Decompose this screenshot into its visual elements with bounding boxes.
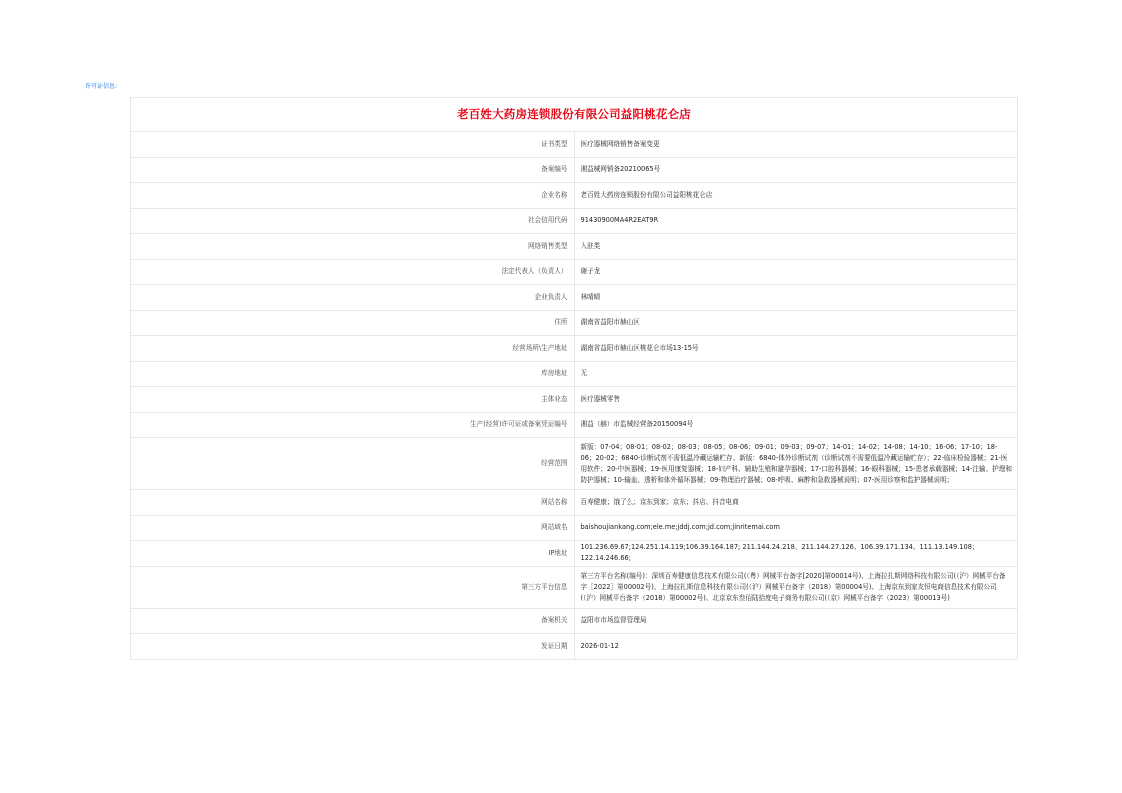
field-label: 库房地址 [131,361,575,387]
store-title: 老百姓大药房连锁股份有限公司益阳桃花仑店 [131,98,1018,132]
table-row [131,208,1018,234]
table-row [131,412,1018,438]
field-label: 证书类型 [131,132,575,158]
field-value: 医疗器械零售 [574,387,1018,413]
field-label: 网站域名 [131,515,575,541]
table-row [131,566,1018,608]
field-label: 主体业态 [131,387,575,413]
field-value: 湖南省益阳市赫山区桃花仑市场13-15号 [574,336,1018,362]
field-label: 网站名称 [131,490,575,516]
field-label: 网络销售类型 [131,234,575,260]
table-row [131,234,1018,260]
title-row [131,98,1018,132]
field-label: 企业名称 [131,183,575,209]
table-row [131,310,1018,336]
table-row [131,490,1018,516]
field-label: 经营范围 [131,438,575,490]
field-label: 住所 [131,310,575,336]
table-row [131,259,1018,285]
table-row [131,541,1018,567]
field-value: 湘益（赫）市监械经营备20150094号 [574,412,1018,438]
field-value: 益阳市市场监督管理局 [574,608,1018,634]
table-row [131,438,1018,490]
table-row [131,515,1018,541]
field-value: 湖南省益阳市赫山区 [574,310,1018,336]
table-row [131,361,1018,387]
table-row [131,634,1018,660]
table-row [131,285,1018,311]
field-label: IP地址 [131,541,575,567]
field-value: 101.236.69.67;124.251.14.119;106.39.164.187; 211.144.24.218、211.144.27.126、106.39.171.134、111.13.149.108；122.14.246.66; [574,541,1018,567]
table-row [131,132,1018,158]
field-label: 企业负责人 [131,285,575,311]
field-label: 发证日期 [131,634,575,660]
field-value: baishoujiankang.com;ele.me;jddj.com;jd.com;jinritemai.com [574,515,1018,541]
field-label: 第三方平台信息 [131,566,575,608]
table-row [131,608,1018,634]
field-value: 林晴晴 [574,285,1018,311]
field-value: 入驻类 [574,234,1018,260]
field-value: 第三方平台名称(编号)：深圳百寿健康信息技术有限公司(（粤）网械平台备字[2020]第00014号)、上海拉扎斯网络科技有限公司(（沪）网械平台备字［2022］第00002号)、上海拉扎斯信息科技有限公司(（沪）网械平台备字（2018）第00004号)、上海京东到家友恒电商信息技术有限公司(（沪）网械平台备字（2018）第00002号)、北京京东叁佰陆拾度电子商务有限公司(（京）网械平台备字（2023）第00013号) [574,566,1018,608]
field-value: 百寿健康；饿了么；京东到家；京东；抖店、抖音电商 [574,490,1018,516]
table-row [131,157,1018,183]
field-label: 法定代表人（负责人） [131,259,575,285]
field-value: 2026-01-12 [574,634,1018,660]
table-row [131,387,1018,413]
table-row [131,183,1018,209]
license-info-link[interactable]: 许可证信息: [85,83,118,90]
field-value: 医疗器械网络销售备案变更 [574,132,1018,158]
table-row [131,336,1018,362]
field-label: 经营场所\生产地址 [131,336,575,362]
field-label: 备案编号 [131,157,575,183]
field-label: 备案机关 [131,608,575,634]
field-label: 生产(经营)许可证或备案凭证编号 [131,412,575,438]
license-table [130,97,1018,660]
field-value: 新版：07-04；08-01；08-02；08-03；08-05；08-06；09-01；09-03；09-07；14-01；14-02；14-08；14-10；16-06；17-10；18-06；20-02；6840-诊断试剂不需低温冷藏运输贮存、新版：6840-体外诊断试剂（诊断试剂不需要低温冷藏运输贮存）；22-临床检验器械；21-医用软件；20-中医器械；19-医用康复器械；18-妇产科、辅助生殖和避孕器械；17-口腔科器械；16-眼科器械；15-患者承载器械；14-注输、护理和防护器械；10-输血、透析和体外循环器械；09-物理治疗器械；08-呼吸、麻醉和急救器械说明；07-医用诊察和监护器械说明； [574,438,1018,490]
field-value: 老百姓大药房连锁股份有限公司益阳桃花仑店 [574,183,1018,209]
field-value: 湘益械网销备20210065号 [574,157,1018,183]
field-label: 社会信用代码 [131,208,575,234]
field-value: 谢子龙 [574,259,1018,285]
field-value: 无 [574,361,1018,387]
field-value: 91430900MA4R2EAT9R [574,208,1018,234]
